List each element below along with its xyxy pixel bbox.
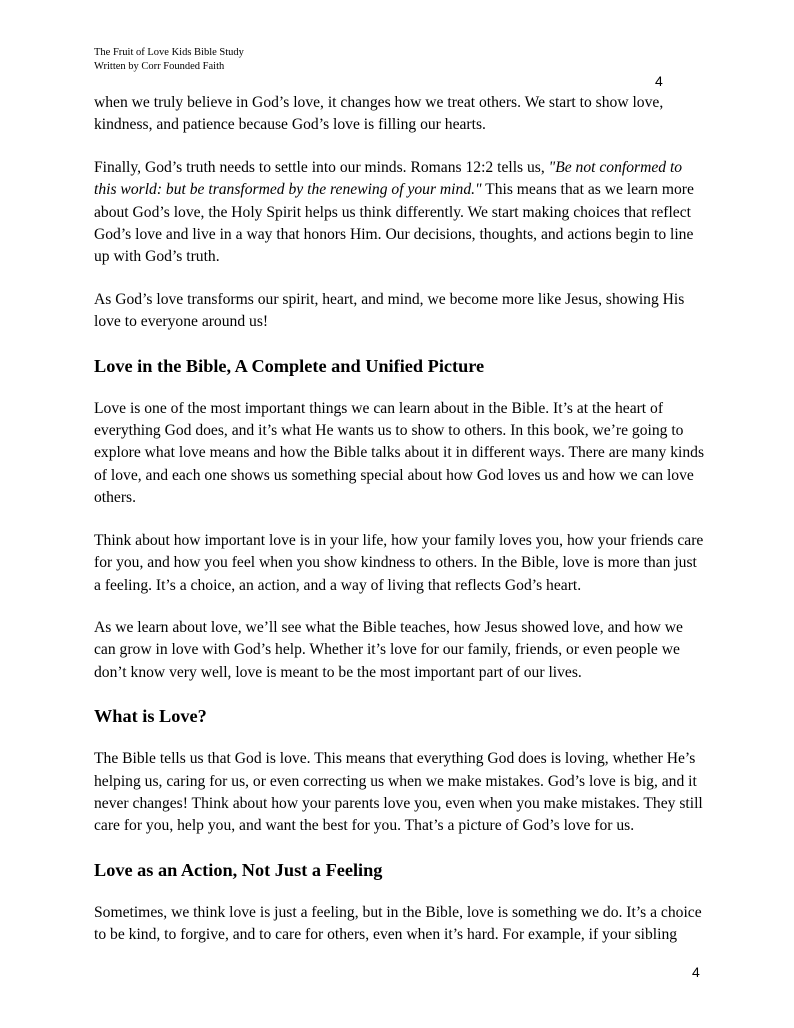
paragraph: The Bible tells us that God is love. This means that everything God does is loving, whether He’s helping us, caring for us, or even correcting us when we make mistakes. God’s love is big, and it never changes! Think about how your parents love you, even when you make mistakes. They still care for you, help you, and want the best for you. That’s a picture of God’s love for us. bbox=[94, 750, 703, 835]
paragraph-text: This means that as we learn more about God’s love, the Holy Spirit helps us think differently. We start making choices that reflect God’s love and live in a way that honors Him. Our decisions, thoughts, and actions begin to line up with God’s truth. bbox=[94, 181, 694, 266]
paragraph: Love is one of the most important things we can learn about in the Bible. It’s at the heart of everything God does, and it’s what He wants us to show to others. In this book, we’re going to explore what love means and how the Bible talks about it in different ways. There are many kinds of love, and each one shows us something special about how God loves us and how we can love others. bbox=[94, 399, 705, 507]
header-title: The Fruit of Love Kids Bible Study bbox=[94, 47, 244, 58]
paragraph: As we learn about love, we’ll see what the Bible teaches, how Jesus showed love, and how we can grow in love with God’s help. Whether it’s love for our family, friends, or even people we don’t know very well, love is meant to be the most important part of our lives. bbox=[94, 618, 683, 681]
section-heading: What is Love? bbox=[94, 706, 207, 727]
section-heading: Love in the Bible, A Complete and Unified Picture bbox=[94, 355, 485, 376]
paragraph-text: Finally, God’s truth needs to settle into our minds. Romans 12:2 tells us, bbox=[94, 158, 549, 176]
footer-page-number: 4 bbox=[692, 964, 700, 980]
section-heading: Love as an Action, Not Just a Feeling bbox=[94, 859, 383, 880]
running-header bbox=[94, 46, 244, 74]
paragraph: Sometimes, we think love is just a feeling, but in the Bible, love is something we do. It’s a choice to be kind, to forgive, and to care for others, even when it’s hard. For example, if your sibling bbox=[94, 903, 702, 944]
page-content bbox=[94, 92, 704, 967]
scripture-quote: "Be not conformed to this world: but be transformed by the renewing of your mind." bbox=[94, 158, 683, 199]
header-page-number: 4 bbox=[655, 73, 663, 89]
header-author: Written by Corr Founded Faith bbox=[94, 61, 225, 72]
paragraph-romans bbox=[94, 157, 704, 269]
paragraph: when we truly believe in God’s love, it changes how we treat others. We start to show love, kindness, and patience because God’s love is filling our hearts. bbox=[94, 94, 664, 134]
paragraph: As God’s love transforms our spirit, heart, and mind, we become more like Jesus, showing His love to everyone around us! bbox=[94, 290, 685, 331]
paragraph: Think about how important love is in your life, how your family loves you, how your friends care for you, and how you feel when you show kindness to others. In the Bible, love is more than just a feeling. It’s a choice, an action, and a way of living that reflects God’s heart. bbox=[94, 531, 704, 594]
